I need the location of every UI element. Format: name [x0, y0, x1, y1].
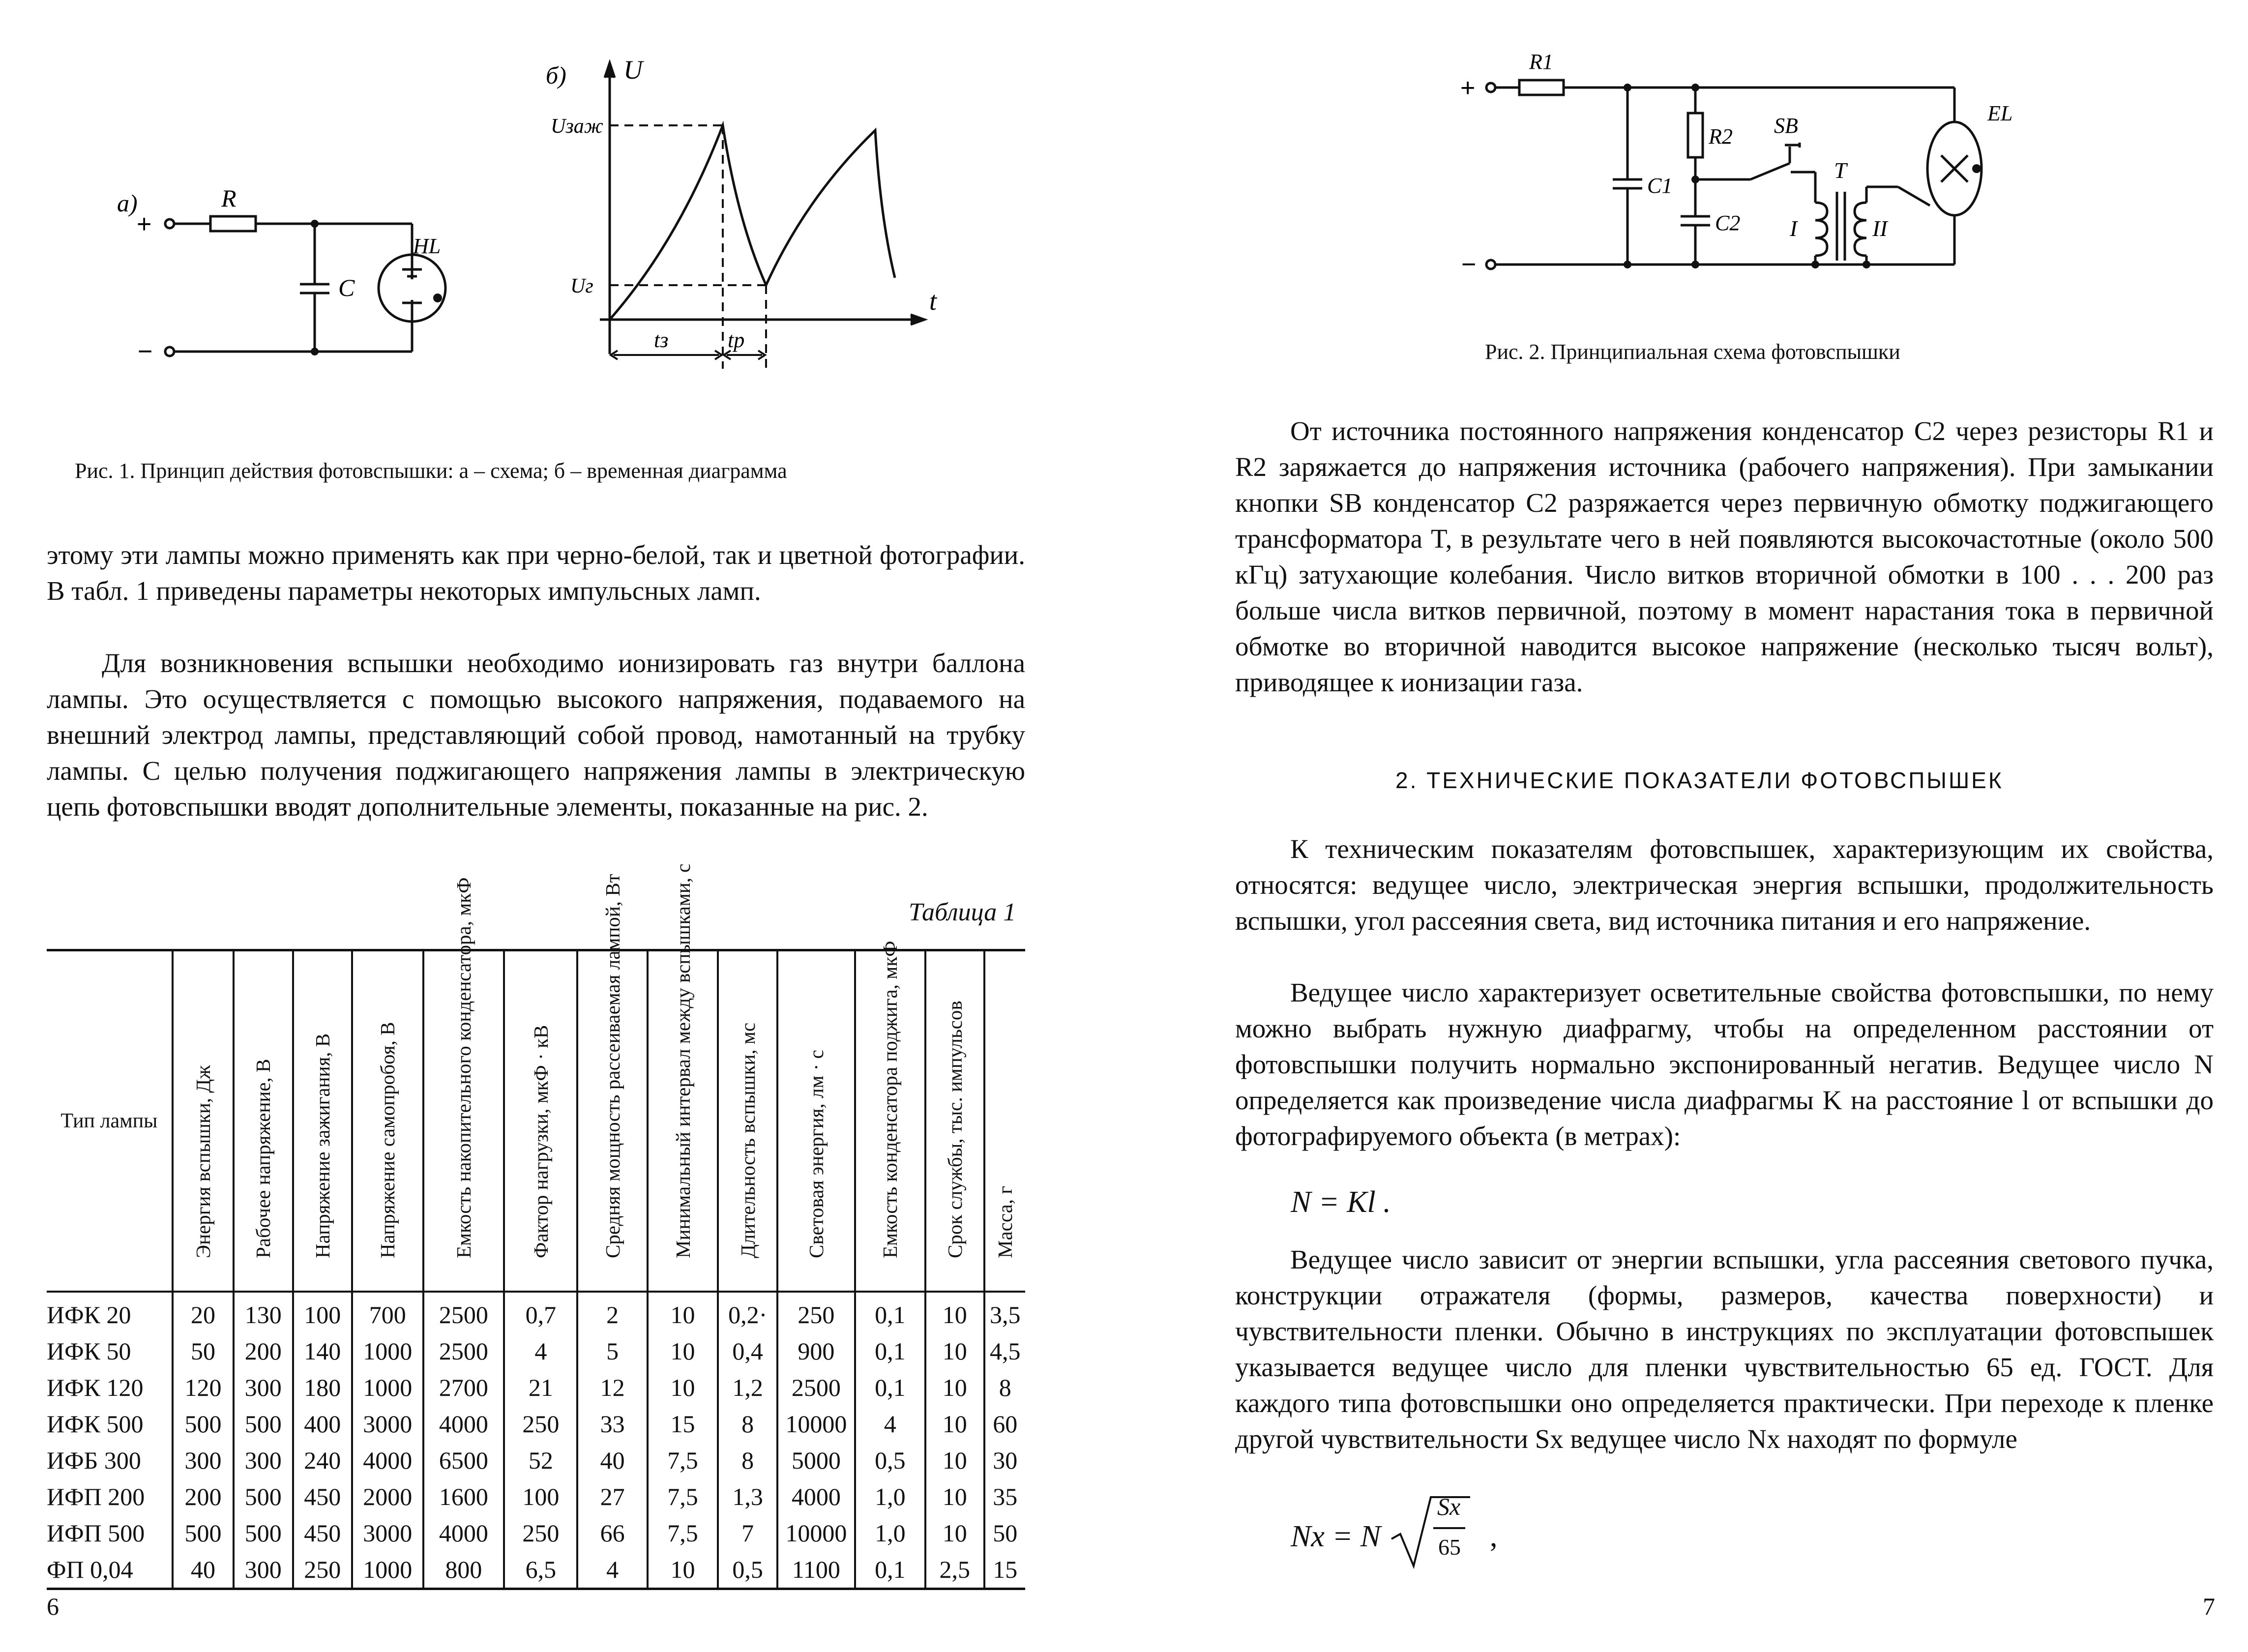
table-cell: 40 — [577, 1442, 647, 1478]
page-number-left: 6 — [47, 1593, 59, 1620]
table-cell: 140 — [293, 1333, 352, 1369]
table-row — [47, 1515, 1025, 1551]
table-cell: 6,5 — [504, 1551, 577, 1589]
lamp-type-cell: ИФК 50 — [47, 1337, 131, 1365]
table-cell: 450 — [293, 1515, 352, 1551]
right-text-2: К техническим показателям фотовспышек, характеризующим их свойства, относятся: ведущее число, электрическая энергия вспышки, продолжительность вспышки, угол рассеяния света, вид источника питания и его напряжение. — [1235, 834, 2214, 936]
header-col-13: Масса, г — [984, 950, 1025, 1292]
table-cell: 300 — [173, 1442, 234, 1478]
table-row — [47, 1369, 1025, 1406]
header-col-7: Средняя мощность рассеиваемая лампой, Вт — [577, 950, 647, 1292]
fig1-caption: Рис. 1. Принцип действия фотовспышки: а – схема; б – временная диаграмма — [75, 459, 787, 483]
right-text-4: Ведущее число зависит от энергии вспышки, угла рассеяния светового пучка, конструкции отражателя (формы, размеров, качества поверхности) и чувствительности пленки. Обычно в инструкциях по эксплуатации фотовспышек указывается ведущее число для пленки чувствительностью 65 ед. ГОСТ. Для каждого типа фотовспышки оно определяется практически. При переходе к пленке другой чувствительности Sx ведущее число Nx находят по формуле — [1235, 1244, 2214, 1454]
table-cell: 10 — [648, 1292, 718, 1333]
table-cell: 130 — [234, 1292, 293, 1333]
header-col-12: Срок службы, тыс. импульсов — [925, 950, 984, 1292]
fig2-w2: II — [1872, 216, 1888, 241]
table-cell: 35 — [984, 1478, 1025, 1515]
table-cell: 0,4 — [718, 1333, 777, 1369]
header-col-10: Световая энергия, лм · с — [777, 950, 855, 1292]
table-cell: 500 — [234, 1515, 293, 1551]
fig2-r1: R1 — [1529, 50, 1553, 74]
table-cell: 10 — [925, 1292, 984, 1333]
header-col-6: Фактор нагрузки, мкФ · кВ — [504, 950, 577, 1292]
table-cell: 8 — [984, 1369, 1025, 1406]
table-cell: 66 — [577, 1515, 647, 1551]
lamp-type-cell: ИФП 200 — [47, 1483, 145, 1510]
header-col-8: Минимальный интервал между вспышками, с — [648, 950, 718, 1292]
table-cell: 300 — [234, 1369, 293, 1406]
formula-nx-num: Sx — [1437, 1493, 1461, 1520]
fig2-minus: − — [1461, 250, 1477, 279]
table-cell: 2 — [577, 1292, 647, 1333]
table-cell: 7,5 — [648, 1442, 718, 1478]
table-cell: 15 — [648, 1406, 718, 1442]
table-row — [47, 1333, 1025, 1369]
table-cell: 250 — [777, 1292, 855, 1333]
fig1-minus: − — [138, 337, 153, 366]
table-cell: 250 — [293, 1551, 352, 1589]
table-cell: 3000 — [352, 1515, 423, 1551]
table-cell: 500 — [173, 1515, 234, 1551]
lamp-type-cell: ФП 0,04 — [47, 1551, 173, 1589]
formula-nx — [1291, 1490, 1566, 1578]
lamp-type-cell: ИФБ 300 — [47, 1446, 141, 1474]
table-cell: 30 — [984, 1442, 1025, 1478]
table-cell: 4 — [504, 1333, 577, 1369]
table-cell: 100 — [504, 1478, 577, 1515]
table-cell: 1,2 — [718, 1369, 777, 1406]
table-cell: 200 — [173, 1478, 234, 1515]
table-cell: 1000 — [352, 1369, 423, 1406]
table-cell: 4000 — [777, 1478, 855, 1515]
table-cell: 4000 — [423, 1406, 504, 1442]
table-cell: 10 — [925, 1369, 984, 1406]
table-cell: 200 — [234, 1333, 293, 1369]
fig1-timing-diagram — [531, 54, 983, 379]
table-cell: 50 — [984, 1515, 1025, 1551]
header-col-3: Напряжение зажигания, В — [293, 950, 352, 1292]
table-cell: 4 — [855, 1406, 925, 1442]
table-cell: 400 — [293, 1406, 352, 1442]
table-cell: 33 — [577, 1406, 647, 1442]
table-cell: 0,7 — [504, 1292, 577, 1333]
table-cell: 0,1 — [855, 1551, 925, 1589]
table-cell: 0,5 — [855, 1442, 925, 1478]
table-cell: 120 — [173, 1369, 234, 1406]
header-col-2: Рабочее напряжение, В — [234, 950, 293, 1292]
table-cell: 60 — [984, 1406, 1025, 1442]
table-row — [47, 1406, 1025, 1442]
fig1-hl-label: HL — [413, 234, 441, 258]
fig2-plus: + — [1460, 74, 1476, 102]
table-cell: 100 — [293, 1292, 352, 1333]
table-cell: 1000 — [352, 1551, 423, 1589]
section-heading: 2. ТЕХНИЧЕСКИЕ ПОКАЗАТЕЛИ ФОТОВСПЫШЕК — [1395, 767, 2004, 793]
table-cell: 50 — [173, 1333, 234, 1369]
table-cell: 1100 — [777, 1551, 855, 1589]
header-col-9: Длительность вспышки, мс — [718, 950, 777, 1292]
table-title: Таблица 1 — [909, 898, 1016, 926]
formula-n-kl: N = Kl . — [1291, 1185, 1391, 1219]
table-cell: 52 — [504, 1442, 577, 1478]
lamp-type-cell: ИФК 500 — [47, 1410, 144, 1438]
page-number-right: 7 — [2203, 1593, 2215, 1620]
table-row — [47, 1442, 1025, 1478]
formula-nx-den: 65 — [1438, 1534, 1461, 1560]
header-col-11: Емкость конденсатора поджига, мкФ — [855, 950, 925, 1292]
table-cell: 10000 — [777, 1515, 855, 1551]
formula-nx-tail: , — [1490, 1520, 1498, 1553]
left-text-1: этому эти лампы можно применять как при черно-белой, так и цветной фотографии. В табл. 1 приведены параметры некоторых импульсных ламп. — [47, 540, 1025, 606]
table-cell: 10 — [925, 1478, 984, 1515]
lamp-type-cell: ИФК 20 — [47, 1301, 131, 1328]
table-cell: 3,5 — [984, 1292, 1025, 1333]
table-cell: 800 — [423, 1551, 504, 1589]
table-cell: 7,5 — [648, 1515, 718, 1551]
voltage-curve — [610, 125, 895, 320]
fig1-c-label: C — [338, 274, 355, 301]
table-cell: 4000 — [423, 1515, 504, 1551]
table-cell: 3000 — [352, 1406, 423, 1442]
table-cell: 240 — [293, 1442, 352, 1478]
fig2-sb: SB — [1774, 114, 1798, 138]
table-cell: 0,1 — [855, 1292, 925, 1333]
table-cell: 2000 — [352, 1478, 423, 1515]
table-cell: 10 — [925, 1333, 984, 1369]
lamp-type-cell: ИФП 500 — [47, 1519, 145, 1547]
fig2-t: T — [1834, 158, 1847, 183]
table-cell: 27 — [577, 1478, 647, 1515]
fig1-t-axis: t — [929, 286, 937, 316]
table-cell: 900 — [777, 1333, 855, 1369]
table-cell: 2500 — [777, 1369, 855, 1406]
fig2-w1: I — [1790, 216, 1798, 241]
table-cell: 10 — [925, 1442, 984, 1478]
table-cell: 12 — [577, 1369, 647, 1406]
table-cell: 2,5 — [925, 1551, 984, 1589]
table-cell: 180 — [293, 1369, 352, 1406]
fig2-r2: R2 — [1709, 124, 1733, 148]
table-cell: 10 — [648, 1551, 718, 1589]
fig2-c1: C1 — [1647, 174, 1673, 198]
left-text-2: Для возникновения вспышки необходимо ионизировать газ внутри баллона лампы. Это осуществляется с помощью высокого напряжения, подаваемого на внешний электрод лампы, представляющий собой провод, намотанный на трубку лампы. С целью получения поджигающего напряжения лампы в электрическую цепь фотовспышки вводят дополнительные элементы, показанные на рис. 2. — [47, 648, 1025, 822]
table-cell: 7 — [718, 1515, 777, 1551]
table-cell: 4000 — [352, 1442, 423, 1478]
table-cell: 0,1 — [855, 1333, 925, 1369]
table-cell: 5000 — [777, 1442, 855, 1478]
table-cell: 40 — [173, 1551, 234, 1589]
table-cell: 700 — [352, 1292, 423, 1333]
table-cell: 8 — [718, 1406, 777, 1442]
table-cell: 1000 — [352, 1333, 423, 1369]
fig1-b-label: б) — [546, 61, 566, 89]
table-cell: 10 — [648, 1369, 718, 1406]
table-cell: 250 — [504, 1515, 577, 1551]
right-text-1: От источника постоянного напряжения конденсатор C2 через резисторы R1 и R2 заряжается до напряжения источника (рабочего напряжения). При замыкании кнопки SB конденсатор C2 разряжается через первичную обмотку поджигающего трансформатора T, в результате чего в ней появляются высокочастотные (около 500 кГц) затухающие колебания. Число витков вторичной обмотки в 100 . . . 200 раз больше числа витков первичной, поэтому в момент нарастания тока в первичной обмотке во вторичной наводится высокое напряжение (несколько тысяч вольт), приводящее к ионизации газа. — [1235, 416, 2214, 697]
fig1-r-label: R — [221, 184, 237, 212]
table-cell: 2500 — [423, 1333, 504, 1369]
fig1-t-z: tз — [654, 328, 669, 352]
fig1-plus: + — [137, 210, 152, 238]
header-col-1: Энергия вспышки, Дж — [173, 950, 234, 1292]
table-cell: 0,5 — [718, 1551, 777, 1589]
table-row — [47, 1551, 1025, 1589]
table-cell: 300 — [234, 1442, 293, 1478]
fig2-c2: C2 — [1715, 211, 1741, 235]
table-cell: 7,5 — [648, 1478, 718, 1515]
table-row — [47, 1292, 1025, 1333]
table-row — [47, 1478, 1025, 1515]
table-cell: 300 — [234, 1551, 293, 1589]
table-cell: 500 — [234, 1406, 293, 1442]
right-text-3: Ведущее число характеризует осветительные свойства фотовспышки, по нему можно выбрать нужную диафрагму, чтобы на определенном расстоянии от фотовспышки получить нормально экспонированный негатив. Ведущее число N определяется как произведение числа диафрагмы K на расстояние l от вспышки до фотографируемого объекта (в метрах): — [1235, 977, 2214, 1151]
table-cell: 10 — [648, 1333, 718, 1369]
table-cell: 4,5 — [984, 1333, 1025, 1369]
table-cell: 8 — [718, 1442, 777, 1478]
table-cell: 5 — [577, 1333, 647, 1369]
table-cell: 0,2· — [718, 1292, 777, 1333]
table-cell: 10000 — [777, 1406, 855, 1442]
lamp-type-cell: ИФК 120 — [47, 1374, 144, 1401]
fig2-el: EL — [1987, 101, 2013, 125]
table-cell: 2500 — [423, 1292, 504, 1333]
table-cell: 1,0 — [855, 1515, 925, 1551]
header-lamp-type: Тип лампы — [47, 950, 173, 1292]
fig2-circuit — [1446, 44, 2036, 290]
fig1-t-p: tр — [728, 328, 745, 352]
table-cell: 15 — [984, 1551, 1025, 1589]
header-col-4: Напряжение самопробоя, В — [352, 950, 423, 1292]
fig1-u-ign: Uзаж — [551, 115, 603, 138]
fig2-caption: Рис. 2. Принципиальная схема фотовспышки — [1485, 340, 1900, 364]
fig1-a-label: а) — [117, 189, 138, 217]
table-cell: 6500 — [423, 1442, 504, 1478]
table-cell: 10 — [925, 1515, 984, 1551]
table-cell: 10 — [925, 1406, 984, 1442]
table-cell: 1600 — [423, 1478, 504, 1515]
fig1-circuit — [98, 167, 472, 374]
table-cell: 4 — [577, 1551, 647, 1589]
table-cell: 20 — [173, 1292, 234, 1333]
table-cell: 500 — [234, 1478, 293, 1515]
formula-nx-lhs: Nx = N — [1291, 1520, 1381, 1553]
fig1-u-axis: U — [623, 55, 643, 85]
fig1-u-r: Uг — [570, 275, 593, 297]
table-cell: 2700 — [423, 1369, 504, 1406]
header-col-5: Емкость накопительного конденсатора, мкФ — [423, 950, 504, 1292]
table-cell: 0,1 — [855, 1369, 925, 1406]
table-cell: 21 — [504, 1369, 577, 1406]
table-cell: 250 — [504, 1406, 577, 1442]
table-cell: 500 — [173, 1406, 234, 1442]
table-cell: 1,3 — [718, 1478, 777, 1515]
table-cell: 1,0 — [855, 1478, 925, 1515]
table-cell: 450 — [293, 1478, 352, 1515]
